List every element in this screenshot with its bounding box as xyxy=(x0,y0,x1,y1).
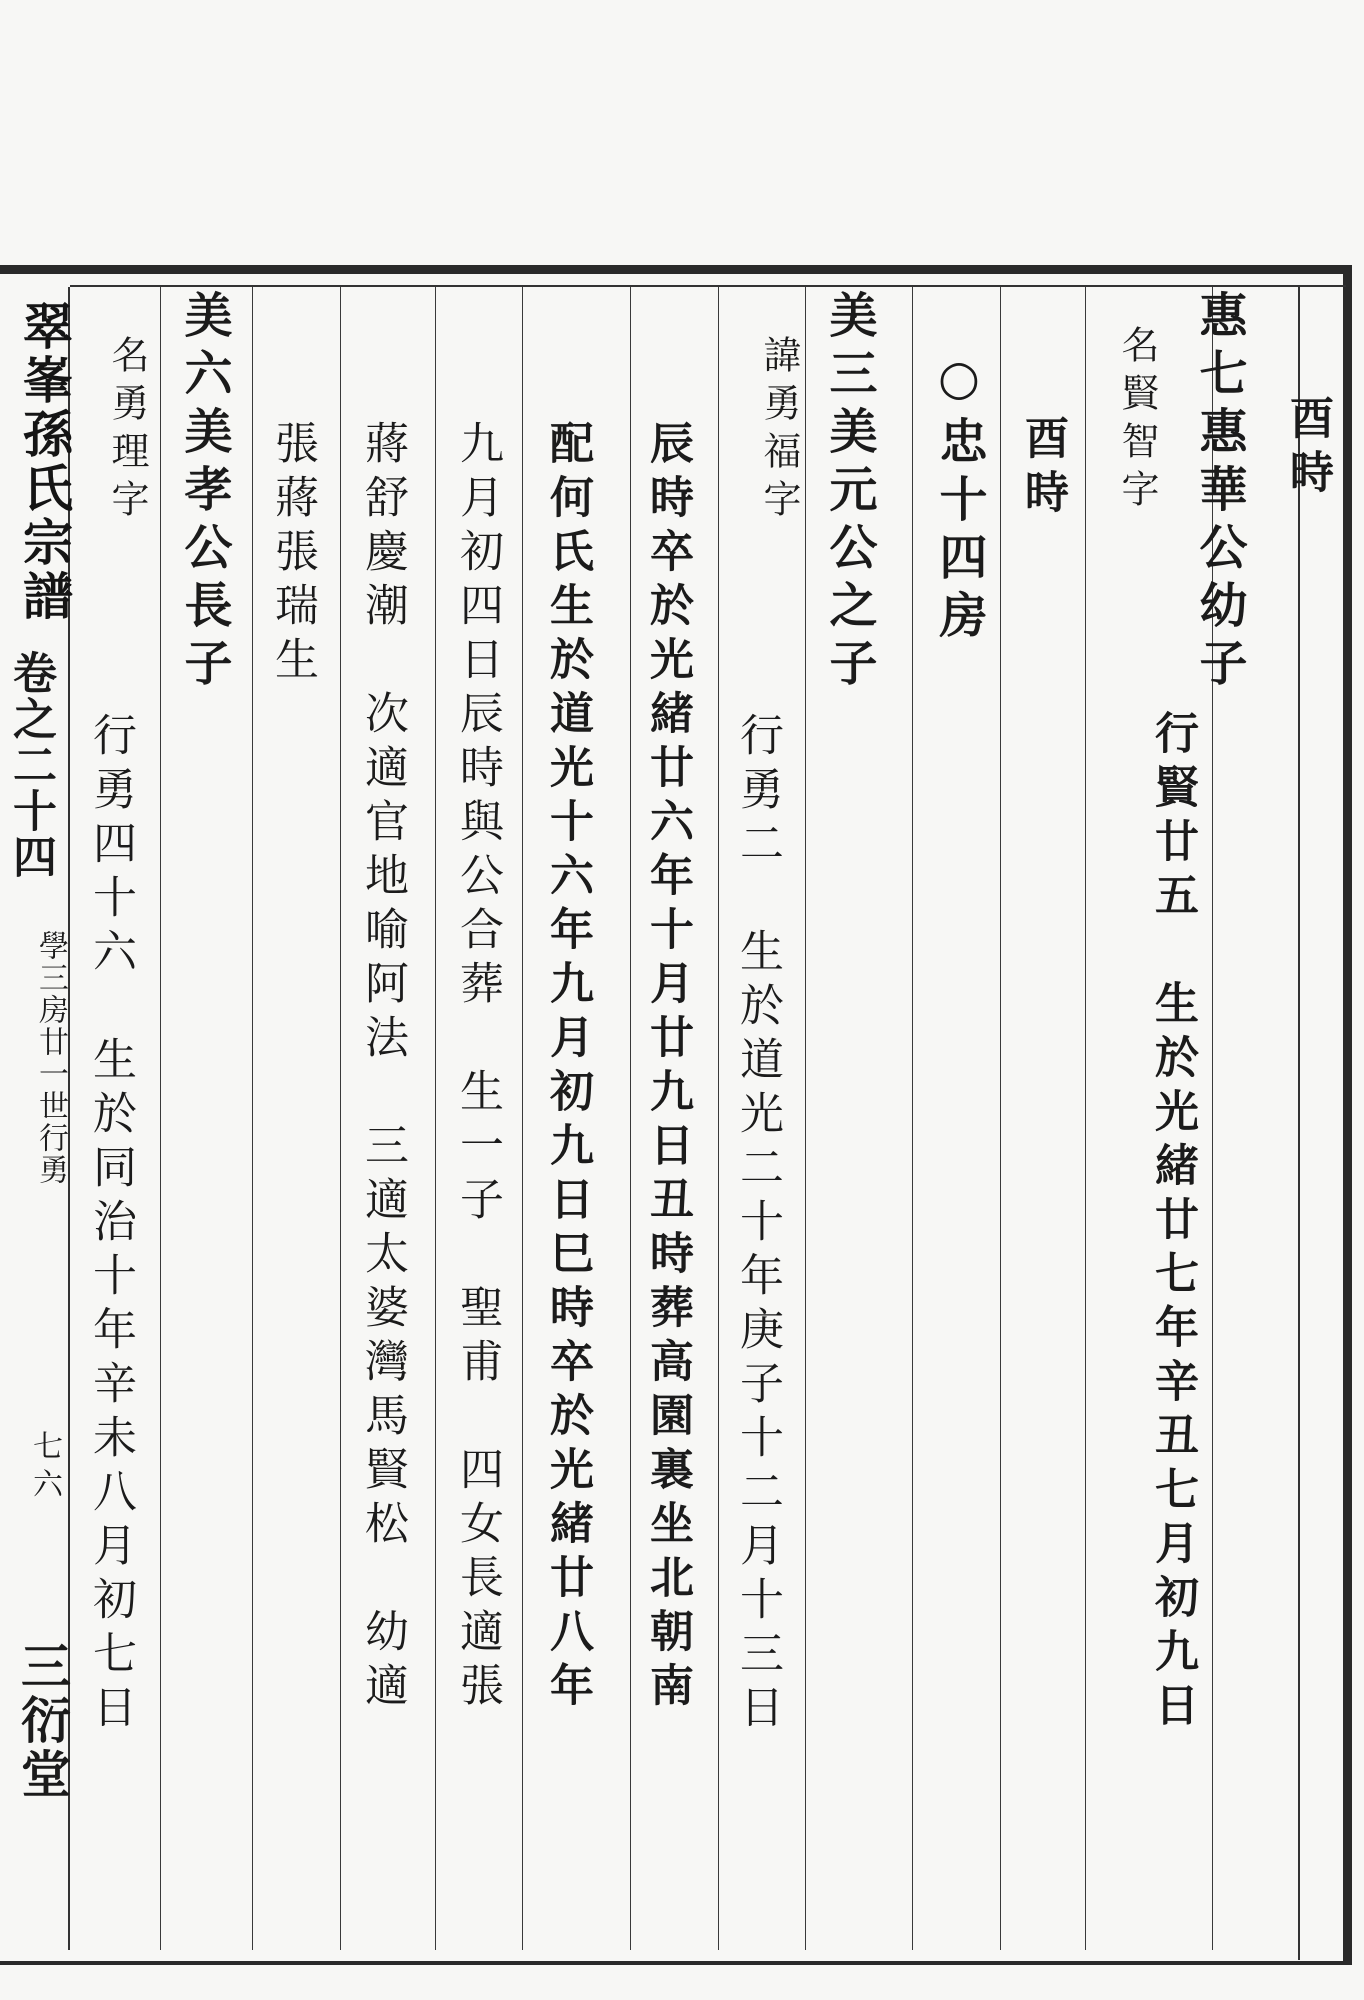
book-title: 翠峯孫氏宗譜 xyxy=(15,300,74,624)
column-rule xyxy=(160,287,161,1950)
name-note-2: 諱勇福字 xyxy=(757,335,801,527)
text-column-7: 行勇二 生於道光二十年庚子十二月十三日 xyxy=(732,712,783,1738)
inner-right-rule xyxy=(1298,285,1300,1960)
text-column-14: 行勇四十六 生於同治十年辛未八月初七日 xyxy=(85,712,136,1738)
column-rule xyxy=(522,287,523,1950)
hall-name: 三衍堂 xyxy=(13,1640,72,1802)
name-note-3: 名勇理字 xyxy=(105,335,149,527)
text-column-1: 酉時 xyxy=(1282,395,1333,503)
entry-heading-mei6: 美六美孝公長子 xyxy=(176,290,232,696)
inner-top-rule xyxy=(70,285,1346,287)
column-rule xyxy=(252,287,253,1950)
column-rule xyxy=(630,287,631,1950)
entry-heading-mei3: 美三美元公之子 xyxy=(821,290,877,696)
column-rule xyxy=(1000,287,1001,1950)
text-column-12: 張蔣張瑞生 xyxy=(267,420,318,690)
volume-label: 卷之二十四 xyxy=(5,650,56,880)
name-note-1: 名賢智字 xyxy=(1115,325,1159,517)
page-number: 七六 xyxy=(27,1430,62,1506)
text-column-4: 酉時 xyxy=(1017,415,1068,523)
text-column-10: 九月初四日辰時與公合葬 生一子 聖甫 四女長適張 xyxy=(452,420,503,1716)
entry-heading-hui7: 惠七惠華公幼子 xyxy=(1191,290,1247,696)
column-rule xyxy=(805,287,806,1950)
text-column-11: 蔣舒慶潮 次適官地喻阿法 三適太婆灣馬賢松 幼適 xyxy=(357,420,408,1716)
branch-heading: ○忠十四房 xyxy=(931,350,987,648)
section-label: 學三房廿一世行勇 xyxy=(33,930,68,1186)
column-rule xyxy=(1085,287,1086,1950)
text-column-2: 行賢廿五 生於光緒廿七年辛丑七月初九日 xyxy=(1147,710,1198,1736)
column-rule xyxy=(340,287,341,1950)
text-column-9: 配何氏生於道光十六年九月初九日巳時卒於光緒廿八年 xyxy=(542,420,593,1716)
column-rule xyxy=(718,287,719,1950)
column-rule xyxy=(435,287,436,1950)
column-rule xyxy=(912,287,913,1950)
text-column-8: 辰時卒於光緒廿六年十月廿九日丑時葬高園裏坐北朝南 xyxy=(642,420,693,1716)
